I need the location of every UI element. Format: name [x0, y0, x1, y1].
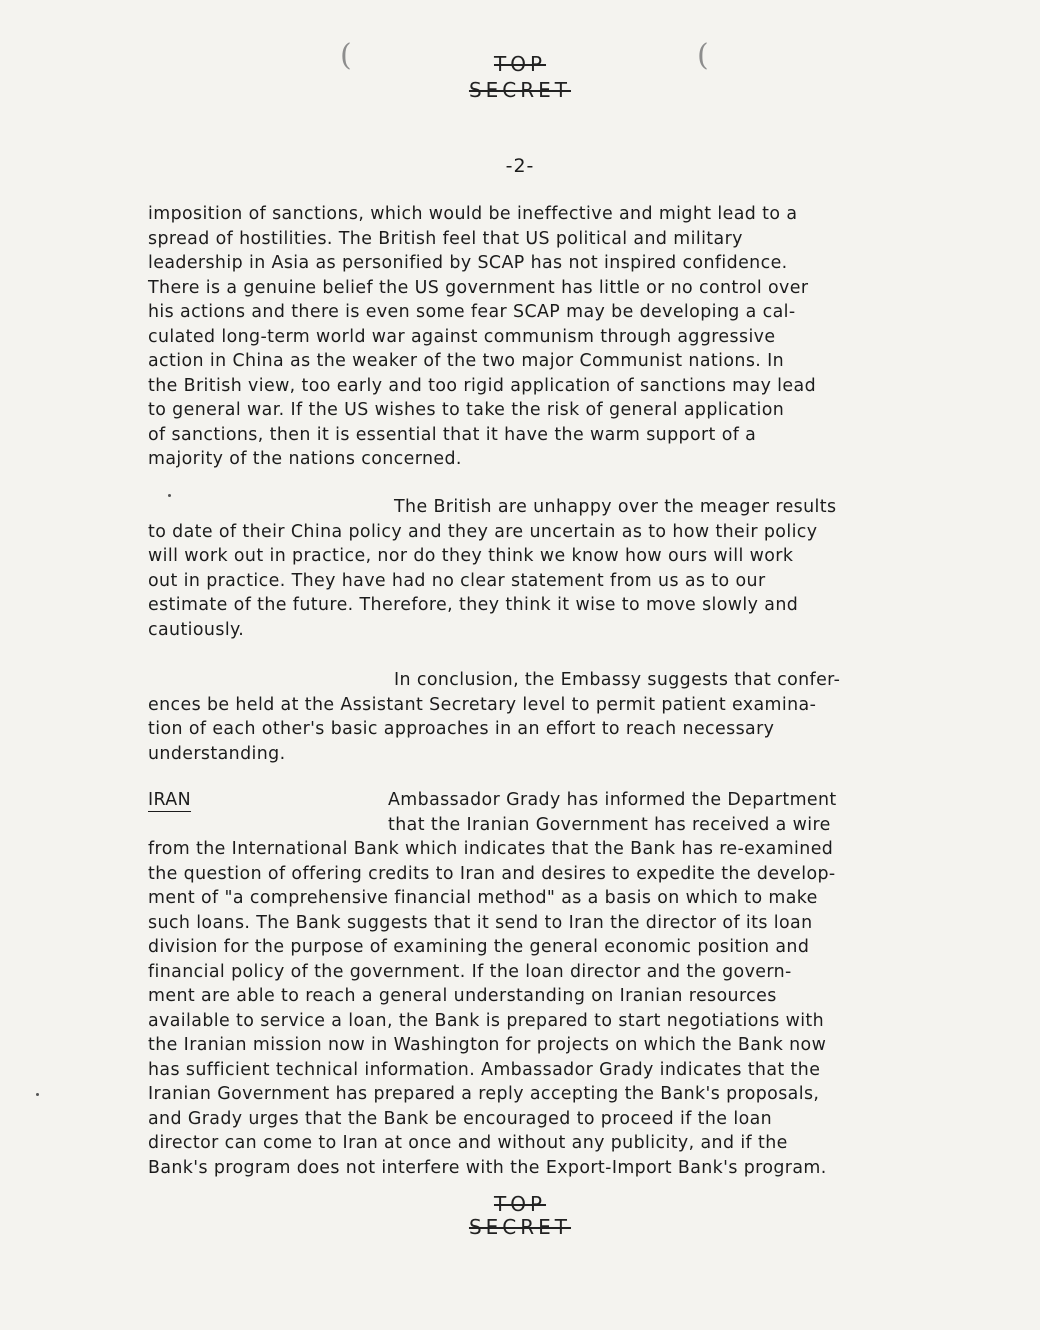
text-line: from the International Bank which indicates that the Bank has re-examined: [148, 839, 834, 859]
paper-speck: [168, 494, 171, 497]
header-classification-top: TOP: [493, 52, 547, 76]
text-line: ment are able to reach a general understanding on Iranian resources: [148, 986, 777, 1006]
text-line: estimate of the future. Therefore, they think it wise to move slowly and: [148, 595, 799, 615]
text-line: financial policy of the government. If the loan director and the govern-: [148, 961, 792, 982]
section-heading-iran: IRAN: [148, 790, 192, 810]
text-line: tion of each other's basic approaches in an effort to reach necessary: [148, 719, 775, 739]
text-line: the British view, too early and too rigid application of sanctions may lead: [148, 375, 817, 396]
text-line: cautiously.: [148, 619, 245, 640]
text-line: will work out in practice, nor do they think we know how ours will work: [148, 546, 794, 566]
text-line: spread of hostilities. The British feel that US political and military: [148, 228, 743, 249]
text-line: has sufficient technical information. Ambassador Grady indicates that the: [148, 1059, 821, 1080]
text-line: ment of "a comprehensive financial method" as a basis on which to make: [148, 888, 818, 908]
paragraph-iran: [148, 788, 948, 1180]
text-line: such loans. The Bank suggests that it send to Iran the director of its loan: [148, 912, 813, 933]
text-line: There is a genuine belief the US government has little or no control over: [148, 277, 809, 298]
text-line: leadership in Asia as personified by SCAP has not inspired confidence.: [148, 253, 788, 273]
right-hole-punch-mark: (: [697, 38, 709, 73]
text-line: director can come to Iran at once and without any publicity, and if the: [148, 1133, 788, 1153]
text-line: division for the purpose of examining the general economic position and: [148, 937, 810, 957]
text-line: Bank's program does not interfere with the Export-Import Bank's program.: [148, 1157, 827, 1178]
text-line: In conclusion, the Embassy suggests that confer-: [394, 670, 841, 690]
header-classification-secret: SECRET: [468, 78, 572, 102]
text-line: to general war. If the US wishes to take the risk of general application: [148, 400, 785, 420]
text-line: imposition of sanctions, which would be ineffective and might lead to a: [148, 204, 798, 224]
text-line: understanding.: [148, 743, 286, 764]
text-line: majority of the nations concerned.: [148, 449, 462, 469]
text-line: that the Iranian Government has received a wire: [388, 814, 831, 835]
paragraph-sanctions: [148, 202, 948, 472]
text-line: The British are unhappy over the meager results: [394, 497, 837, 517]
text-line: and Grady urges that the Bank be encouraged to proceed if the loan: [148, 1108, 773, 1129]
paragraph-conclusion: [148, 668, 948, 766]
paper-speck: [36, 1093, 39, 1096]
text-line: ences be held at the Assistant Secretary level to permit patient examina-: [148, 694, 817, 715]
footer-classification-secret: SECRET: [468, 1215, 572, 1239]
left-hole-punch-mark: (: [340, 38, 352, 73]
text-line: available to service a loan, the Bank is prepared to start negotiations with: [148, 1010, 825, 1031]
text-line: his actions and there is even some fear SCAP may be developing a cal-: [148, 302, 796, 322]
text-line: out in practice. They have had no clear statement from us as to our: [148, 570, 766, 591]
page-number: -2-: [505, 155, 535, 177]
text-line: culated long-term world war against communism through aggressive: [148, 326, 776, 347]
text-line: action in China as the weaker of the two major Communist nations. In: [148, 351, 785, 371]
footer-classification-top: TOP: [493, 1192, 547, 1216]
text-line: to date of their China policy and they are uncertain as to how their policy: [148, 521, 818, 542]
text-line: Iranian Government has prepared a reply accepting the Bank's proposals,: [148, 1084, 820, 1104]
paragraph-china-policy: [148, 495, 948, 642]
text-line: of sanctions, then it is essential that it have the warm support of a: [148, 424, 757, 445]
text-line: Ambassador Grady has informed the Department: [388, 790, 837, 810]
text-line: the Iranian mission now in Washington for projects on which the Bank now: [148, 1035, 827, 1055]
text-line: the question of offering credits to Iran and desires to expedite the develop-: [148, 863, 836, 884]
